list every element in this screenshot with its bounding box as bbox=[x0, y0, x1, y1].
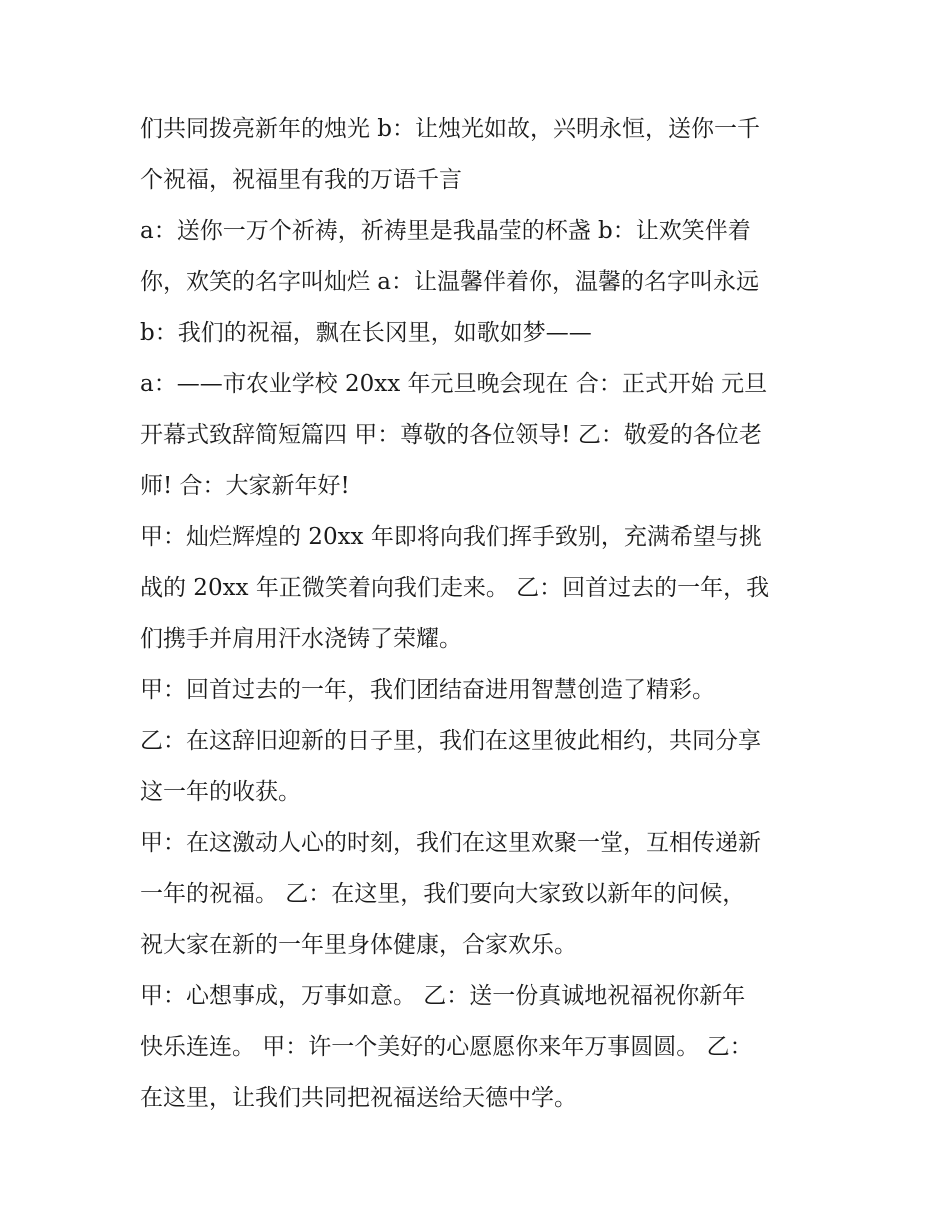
text-line: a：送你一万个祈祷，祈祷里是我晶莹的杯盏 b：让欢笑伴着 bbox=[140, 218, 751, 244]
text-line: 战的 20xx 年正微笑着向我们走来。 乙：回首过去的一年，我 bbox=[140, 575, 770, 601]
text-line: 们共同拨亮新年的烛光 b：让烛光如故，兴明永恒，送你一千 bbox=[140, 116, 761, 142]
text-line: 师! 合：大家新年好! bbox=[140, 473, 350, 499]
text-line: 一年的祝福。 乙：在这里，我们要向大家致以新年的问候， bbox=[140, 881, 746, 907]
text-line: a：——市农业学校 20xx 年元旦晚会现在 合：正式开始 元旦 bbox=[140, 371, 768, 397]
text-line: 祝大家在新的一年里身体健康，合家欢乐。 bbox=[140, 932, 577, 958]
text-line: 甲：回首过去的一年，我们团结奋进用智慧创造了精彩。 bbox=[140, 677, 715, 703]
text-line: 乙：在这辞旧迎新的日子里，我们在这里彼此相约，共同分享 bbox=[140, 728, 761, 754]
text-line: 甲：灿烂辉煌的 20xx 年即将向我们挥手致别，充满希望与挑 bbox=[140, 524, 762, 550]
text-line: 甲：心想事成，万事如意。 乙：送一份真诚地祝福祝你新年 bbox=[140, 983, 746, 1009]
text-line: 在这里，让我们共同把祝福送给天德中学。 bbox=[140, 1085, 577, 1111]
text-line: 甲：在这激动人心的时刻，我们在这里欢聚一堂，互相传递新 bbox=[140, 830, 761, 856]
text-line: 快乐连连。 甲：许一个美好的心愿愿你来年万事圆圆。 乙： bbox=[140, 1034, 753, 1060]
text-line: 这一年的收获。 bbox=[140, 779, 301, 805]
text-line: b：我们的祝福，飘在长冈里，如歌如梦—— bbox=[140, 320, 592, 346]
text-line: 个祝福，祝福里有我的万语千言 bbox=[140, 167, 462, 193]
document-body bbox=[140, 104, 820, 1124]
text-line: 你，欢笑的名字叫灿烂 a：让温馨伴着你，温馨的名字叫永远 bbox=[140, 269, 760, 295]
text-line: 们携手并肩用汗水浇铸了荣耀。 bbox=[140, 626, 462, 652]
text-line: 开幕式致辞简短篇四 甲：尊敬的各位领导! 乙：敬爱的各位老 bbox=[140, 422, 762, 448]
